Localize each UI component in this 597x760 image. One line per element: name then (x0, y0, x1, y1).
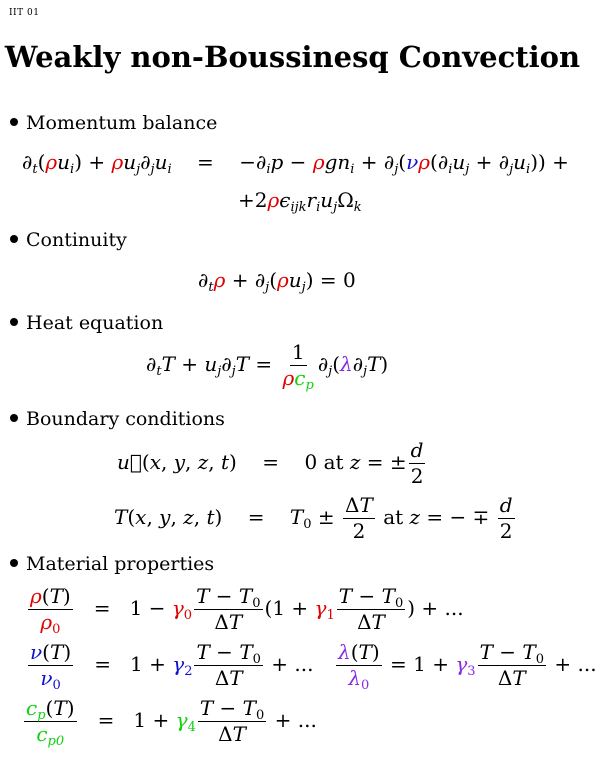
section-momentum: Momentum balance (10, 112, 217, 134)
section-heat: Heat equation (10, 312, 163, 334)
boundary-velocity: u⃗(x, y, z, t) = 0 at z = ± $\frac{d}{2}$ (117, 438, 424, 488)
page-title: Weakly non-Boussinesq Convection (4, 40, 581, 74)
bullet-icon (10, 318, 18, 326)
bullet-icon (10, 118, 18, 126)
section-material: Material properties (10, 553, 214, 575)
material-density: $\frac{\rho(T)}{\rho_0}$ = $1 - \gamma_0$ $\frac{T - T_0}{\Delta T}$ ($1 + \gamma_1$ $\frac{T - T_0}{\Delta T}$ ) + ... (30, 584, 464, 637)
bullet-icon (10, 414, 18, 422)
material-conductivity: $\frac{\lambda(T)}{\lambda_0}$ = $1 + \gamma_3$ $\frac{T - T_0}{\Delta T}$ + ... (338, 640, 597, 693)
material-viscosity: $\frac{\nu(T)}{\nu_0}$ = $1 + \gamma_2$ $\frac{T - T_0}{\Delta T}$ + ... (30, 640, 314, 693)
section-boundary: Boundary conditions (10, 408, 225, 430)
slide-header: IIT 01 (9, 8, 40, 18)
continuity-equation: $\partial_t\rho + \partial_j(\rho u_j) = 0$ (198, 268, 356, 295)
boundary-temperature: T(x, y, z, t) = $T_0$ ± $\frac{\Delta T}{2}$ at z = − ∓ $\frac{d}{2}$ (114, 493, 513, 543)
bullet-icon (10, 235, 18, 243)
momentum-equation-line2: $+2\rho\epsilon_{ijk}r_iu_j\Omega_k$ (238, 188, 362, 215)
material-heat-capacity: $\frac{c_p(T)}{c_{p0}}$ = $1 + \gamma_4$ $\frac{T - T_0}{\Delta T}$ + ... (26, 696, 317, 749)
section-continuity: Continuity (10, 229, 127, 251)
momentum-equation-line1: $\partial_t(\rho u_i) + \rho u_j\partial_ju_i$ = $-\partial_ip - \rho gn_i + \partial_j(\nu\rho(\partial_iu_j + \partial_ju_i))$ + (22, 150, 569, 177)
bullet-icon (10, 559, 18, 567)
heat-equation: $\partial_tT + u_j\partial_jT$ = $\frac{1}{\rho c_p}$ $\partial_j(\lambda\partial_jT)$ (146, 340, 389, 393)
